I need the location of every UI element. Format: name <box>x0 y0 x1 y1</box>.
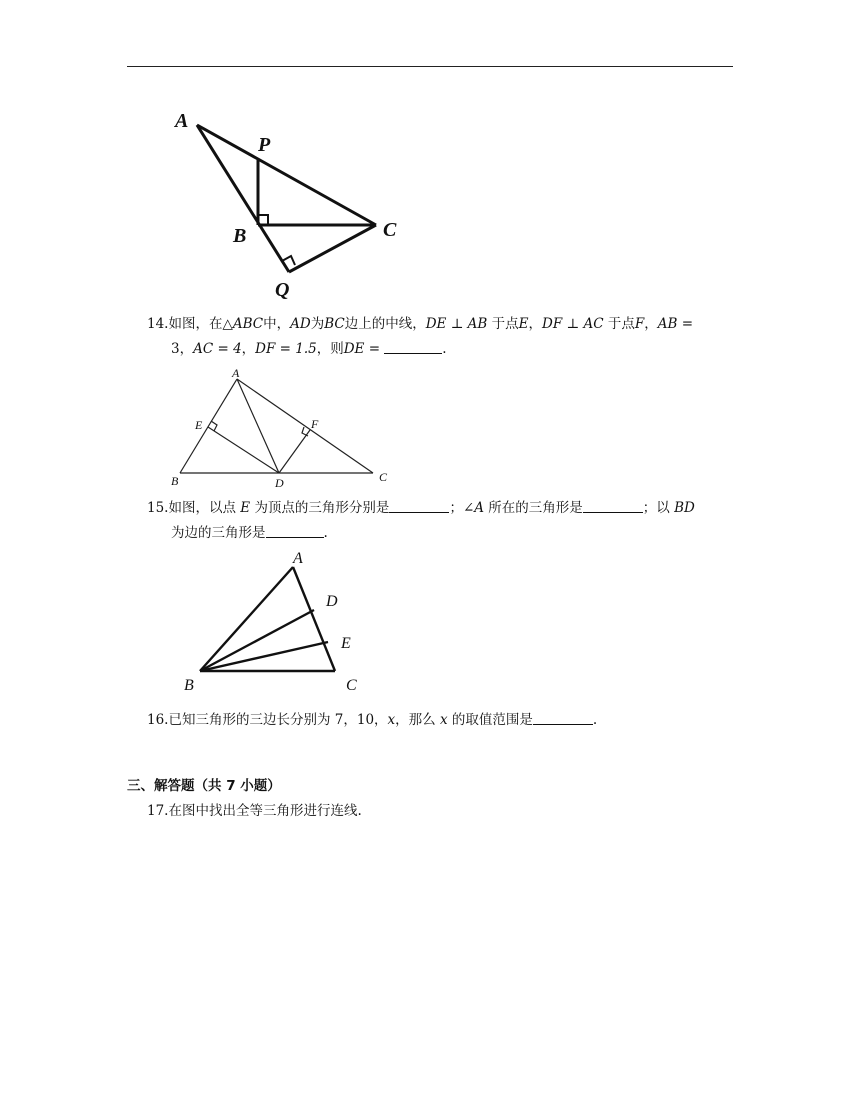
text: 为 <box>310 316 325 332</box>
math: x <box>387 712 396 728</box>
segment-AB <box>180 379 237 473</box>
math: BD <box>674 500 695 516</box>
math: x <box>439 712 448 728</box>
label-D: D <box>275 476 284 490</box>
math: DE = <box>343 341 380 357</box>
answer-blank[interactable] <box>389 500 449 513</box>
label-F: F <box>311 417 319 431</box>
math: AD <box>290 316 311 332</box>
math: E <box>518 316 529 332</box>
text: 所在的三角形是 <box>488 500 583 516</box>
segment-QC <box>289 225 376 272</box>
q14-figure <box>165 365 400 490</box>
label-A: A <box>175 110 189 132</box>
label-B: B <box>233 225 247 247</box>
text: . <box>323 525 328 541</box>
text: 中， <box>263 316 291 332</box>
text: 为边的三角形是 <box>171 525 266 541</box>
label-C: C <box>379 470 388 484</box>
label-C: C <box>346 677 357 694</box>
segment-AC <box>197 125 376 225</box>
answer-blank[interactable] <box>384 341 442 354</box>
text: ， <box>528 316 543 332</box>
q15-figure <box>180 550 380 700</box>
label-A: A <box>293 550 303 567</box>
label-E: E <box>195 418 203 432</box>
q14-line2 <box>171 341 447 357</box>
q15-line1 <box>147 500 695 516</box>
math: DE ⊥ AB <box>425 316 488 332</box>
q17-line <box>147 803 362 819</box>
text: ， <box>241 341 256 357</box>
text: 已知三角形的三边长分别为 7，10， <box>168 712 388 728</box>
text: 为顶点的三角形分别是 <box>254 500 390 516</box>
answer-blank[interactable] <box>533 712 593 725</box>
text: 如图，以点 <box>168 500 236 516</box>
text: . <box>592 712 598 728</box>
math: ABC <box>232 316 264 332</box>
section-title: 三、解答题（共 7 小题） <box>127 778 281 794</box>
math: F <box>634 316 645 332</box>
question-number: 17. <box>147 803 169 819</box>
label-B: B <box>171 474 179 488</box>
text: ；以 <box>642 500 670 516</box>
q14-line1 <box>147 316 693 332</box>
math: AB = <box>657 316 694 332</box>
segment-BE <box>200 642 328 671</box>
text: 边上的中线， <box>344 316 426 332</box>
text: 于点 <box>607 316 635 332</box>
text: ； <box>449 500 463 516</box>
segment-BD <box>200 610 314 671</box>
math: DF ⊥ AC <box>542 316 604 332</box>
math: AC = 4 <box>193 341 242 357</box>
label-P: P <box>258 134 271 156</box>
text: . <box>442 341 447 357</box>
question-number: 14. <box>147 316 169 332</box>
segment-AQ <box>197 125 289 272</box>
text: 于点 <box>491 316 519 332</box>
label-A: A <box>232 366 240 380</box>
text: 在图中找出全等三角形进行连线. <box>168 803 362 819</box>
answer-blank[interactable] <box>583 500 643 513</box>
text: ，那么 <box>395 712 436 728</box>
q15-line2 <box>171 525 328 541</box>
text: 3， <box>171 341 194 357</box>
math: BC <box>324 316 345 332</box>
label-B: B <box>184 677 194 694</box>
answer-blank[interactable] <box>266 525 324 538</box>
text: ，则 <box>316 341 344 357</box>
header-rule <box>127 66 733 67</box>
q13-figure <box>165 105 415 305</box>
question-number: 16. <box>147 712 169 728</box>
label-Q: Q <box>275 279 290 301</box>
label-E: E <box>341 635 351 652</box>
segment-BA <box>200 567 293 671</box>
label-D: D <box>326 593 338 610</box>
math: DF = 1.5 <box>255 341 317 357</box>
label-C: C <box>383 219 397 241</box>
segment-DF <box>279 430 310 473</box>
q16-line <box>147 712 597 728</box>
question-number: 15. <box>147 500 169 516</box>
text: ， <box>644 316 658 332</box>
text: 如图，在△ <box>168 316 233 332</box>
text: 的取值范围是 <box>451 712 533 728</box>
math: ∠A <box>462 500 484 516</box>
math: E <box>240 500 251 516</box>
